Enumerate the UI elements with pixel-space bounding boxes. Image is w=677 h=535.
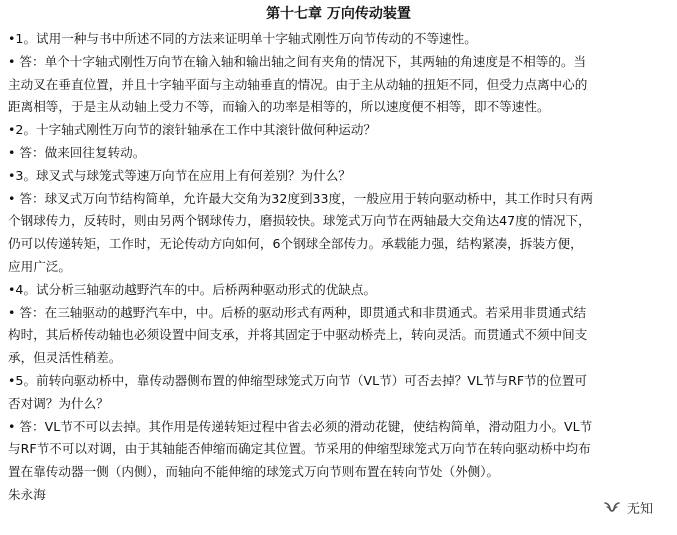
- question-2: •2。十字轴式刚性万向节的滚针轴承在工作中其滚针做何种运动？: [8, 122, 377, 138]
- answer-4-line-1: • 答：在三轴驱动的越野汽车中，中。后桥的驱动形式有两种，即贯通式和非贯通式。若采用非贯通式结: [8, 304, 587, 320]
- question-4: •4。试分析三轴驱动越野汽车的中。后桥两种驱动形式的优缺点。: [8, 281, 377, 297]
- answer-1-line-2: 主动叉在垂直位置，并且十字轴平面与主动轴垂直的情况。由于主从动轴的扭矩不同，但受力点离中心的: [8, 76, 588, 92]
- chapter-title: 第十七章 万向传动装置: [266, 6, 411, 22]
- question-5-line-2: 否对调？为什么？: [8, 395, 109, 411]
- question-1: •1。试用一种与书中所述不同的方法来证明单十字轴式刚性万向节传动的不等速性。: [8, 31, 477, 46]
- watermark: [601, 496, 655, 518]
- answer-5-line-2: 与RF节不可以对调，由于其轴能否伸缩而确定其位置。节采用的伸缩型球笼式万向节在转向驱动桥中均布: [8, 441, 591, 457]
- answer-3-line-4: 应用广泛。: [8, 258, 71, 274]
- watermark-text: 无知: [626, 501, 653, 517]
- answer-3-line-1: • 答：球叉式万向节结构简单，允许最大交角为32度到33度，一般应用于转向驱动桥中，其工作时只有两: [8, 190, 594, 206]
- answer-1-line-3: 距离相等，于是主从动轴上受力不等，而输入的功率是相等的，所以速度便不相等，即不等速性。: [8, 99, 550, 115]
- wechat-channel-logo-icon: [603, 498, 621, 516]
- answer-2: • 答：做来回往复转动。: [8, 144, 146, 160]
- answer-1-line-1: • 答：单个十字轴式刚性万向节在输入轴和输出轴之间有夹角的情况下，其两轴的角速度是不相等的。当: [8, 53, 587, 69]
- document-body: [8, 28, 668, 507]
- answer-5-line-3: 置在靠传动器一侧（内侧），而轴向不能伸缩的球笼式万向节则布置在转向节处（外侧）。: [8, 464, 500, 480]
- question-3: •3。球叉式与球笼式等速万向节在应用上有何差别？为什么？: [8, 167, 351, 183]
- question-5-line-1: •5。前转向驱动桥中，靠传动器侧布置的伸缩型球笼式万向节（VL节）可否去掉？VL节与RF节的位置可: [8, 372, 588, 388]
- answer-5-line-1: • 答：VL节不可以去掉。其作用是传递转矩过程中省去必须的滑动花键，使结构简单，滑动阻力小。VL节: [8, 418, 593, 434]
- answer-3-line-2: 个钢球传力，反转时，则由另两个钢球传力，磨损较快。球笼式万向节在两轴最大交角达47度的情况下，: [8, 213, 591, 229]
- answer-3-line-3: 仍可以传递转矩，工作时，无论传动方向如何，6个钢球全部传力。承载能力强，结构紧凑，拆装方便，: [8, 236, 583, 252]
- author-name: 朱永海: [8, 486, 46, 502]
- answer-4-line-3: 承，但灵活性稍差。: [8, 350, 122, 366]
- answer-4-line-2: 构时，其后桥传动轴也必须设置中间支承，并将其固定于中驱动桥壳上，转向灵活。而贯通式不须中间支: [8, 327, 588, 343]
